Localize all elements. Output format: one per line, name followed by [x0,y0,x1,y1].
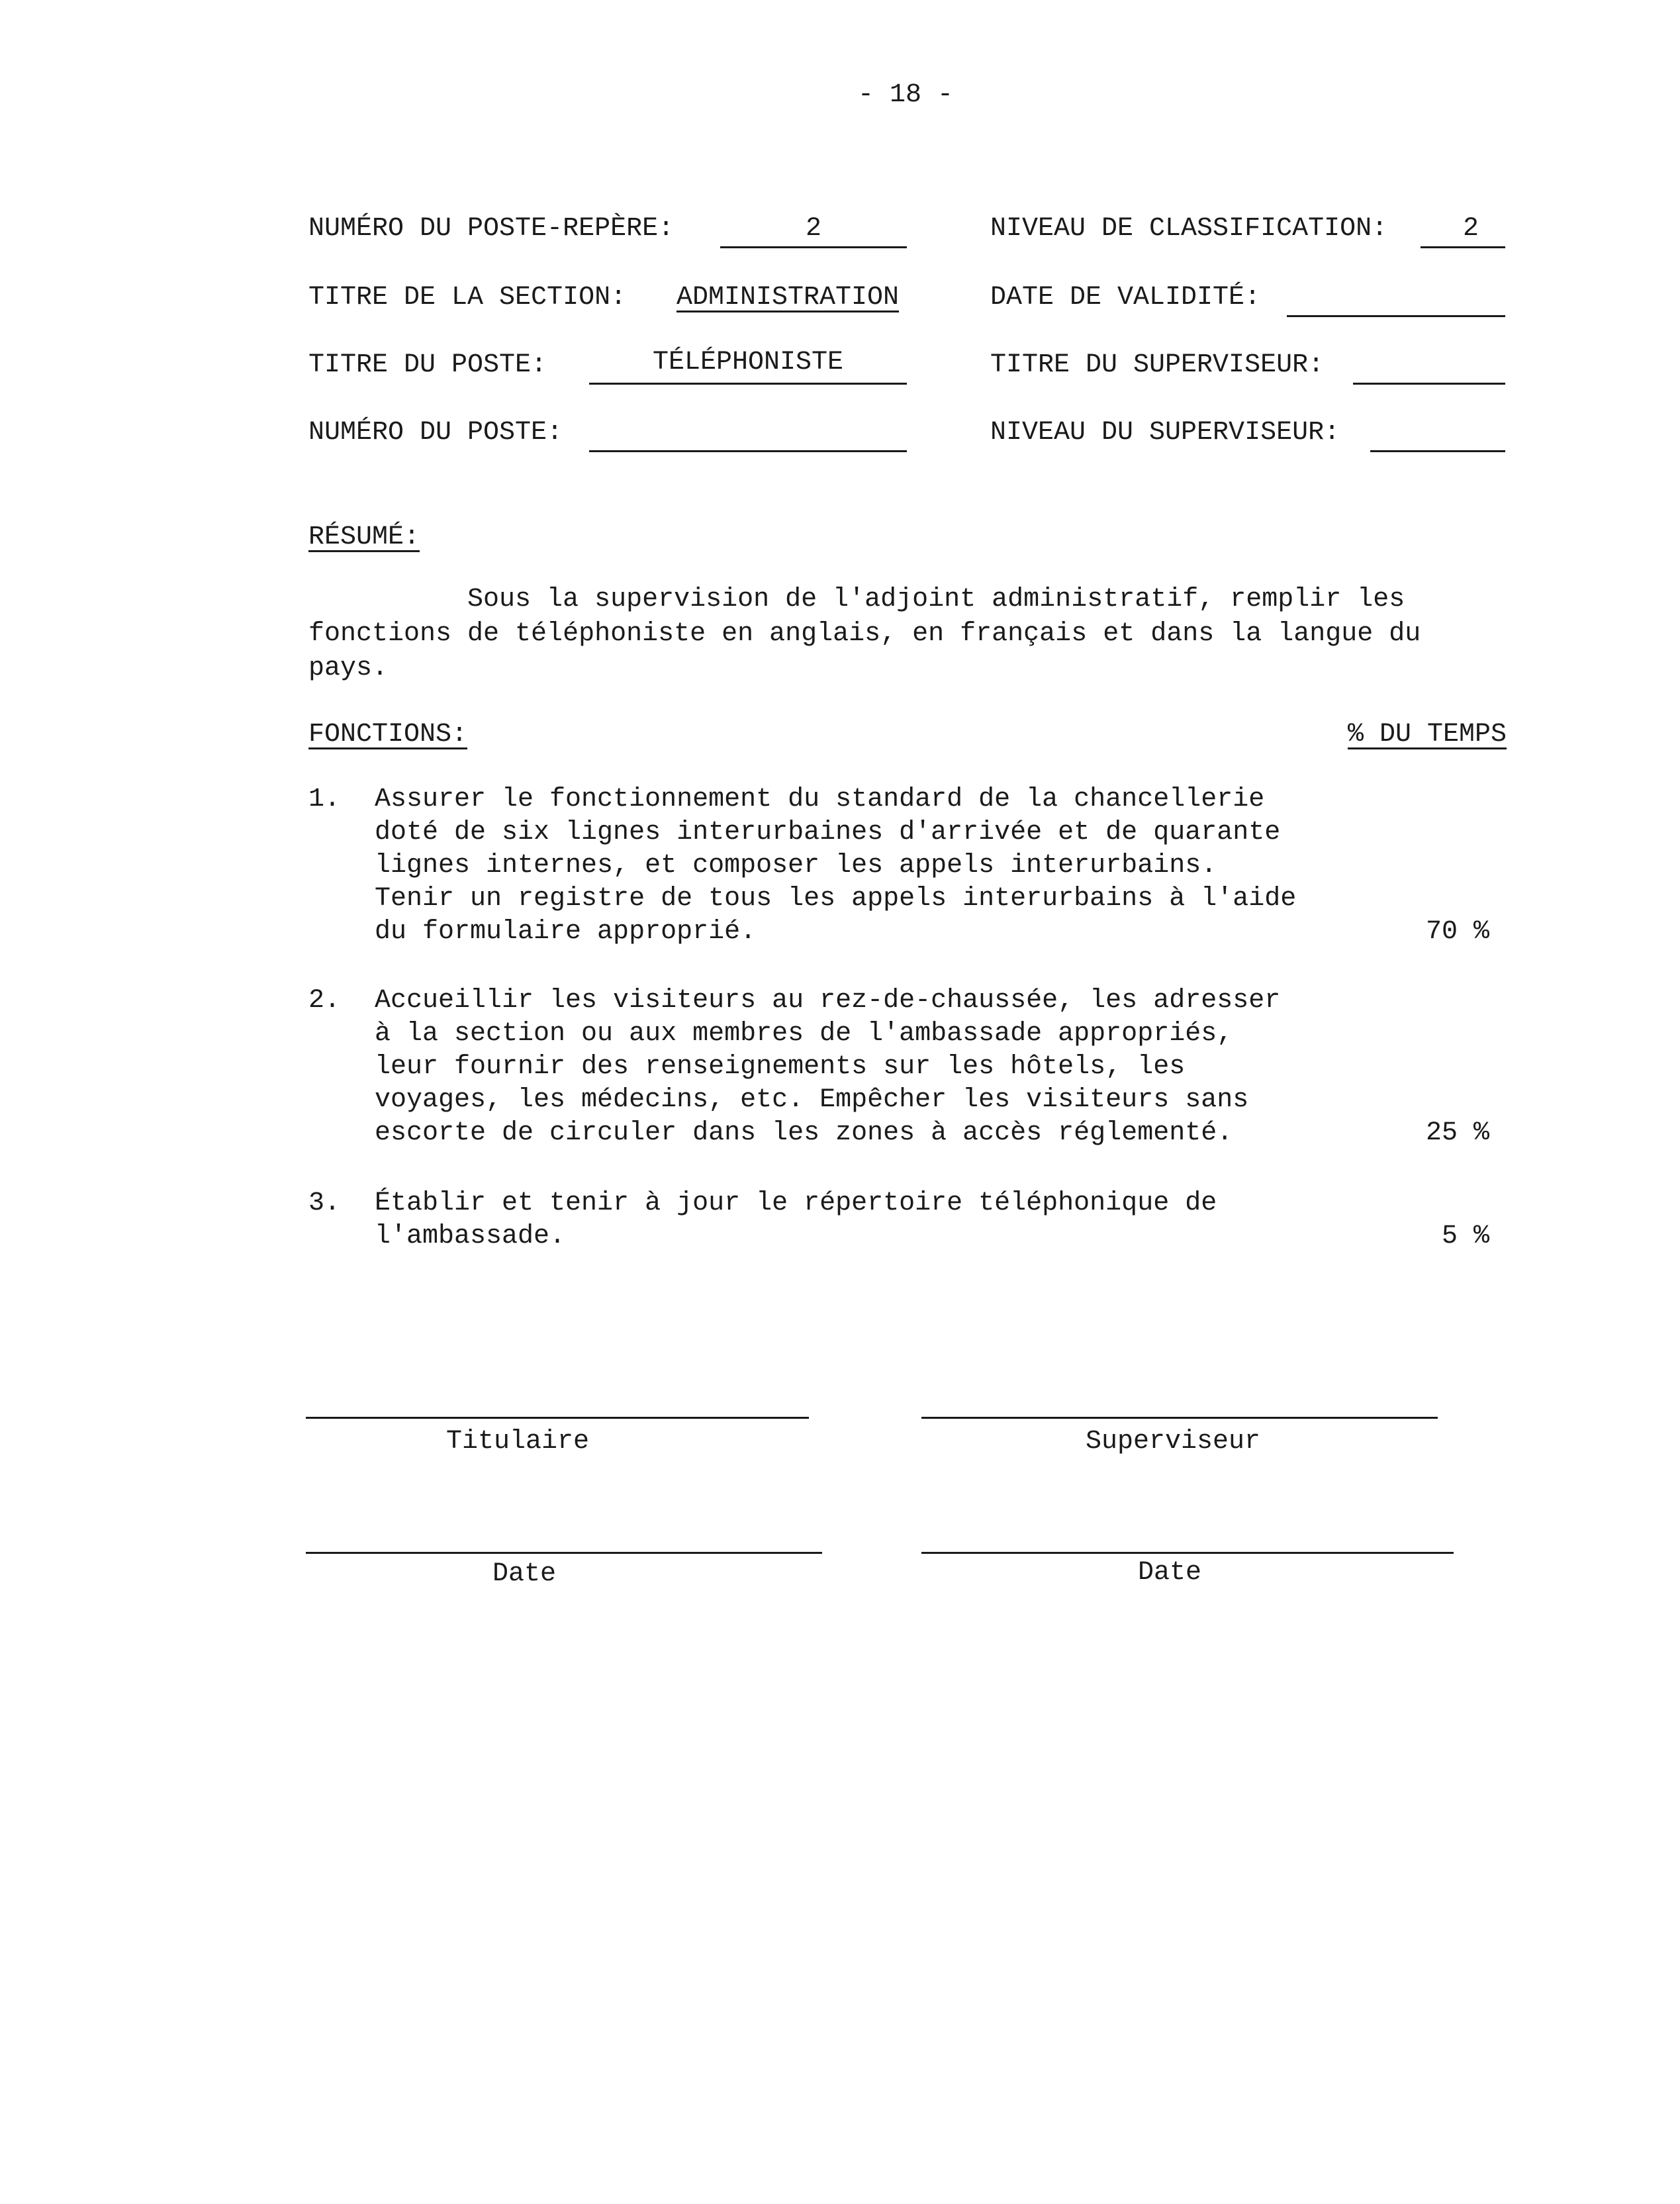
item-2-line-5: escorte de circuler dans les zones à accès réglementé. [375,1118,1233,1148]
resume-heading: RÉSUMÉ: [308,522,420,552]
item-1-number: 1. [308,785,341,814]
item-3-number: 3. [308,1188,341,1218]
item-1-line-4: Tenir un registre de tous les appels interurbains à l'aide [375,884,1297,914]
titre-section-value: ADMINISTRATION [676,283,900,312]
superviseur-label: Superviseur [1085,1427,1261,1457]
item-2-line-4: voyages, les médecins, etc. Empêcher les visiteurs sans [375,1085,1249,1115]
fonctions-heading: FONCTIONS: [308,720,468,749]
niveau-classification-line [1421,246,1505,248]
item-3-line-1: Établir et tenir à jour le répertoire téléphonique de [375,1188,1217,1218]
item-1-percent: 70 % [1425,917,1489,947]
niveau-superviseur-line [1370,450,1505,452]
superviseur-signature-line [921,1417,1438,1419]
date-left-label: Date [492,1559,556,1589]
titre-poste-label: TITRE DU POSTE: [308,350,547,380]
date-validite-label: DATE DE VALIDITÉ: [990,283,1261,312]
poste-repere-value: 2 [805,214,821,244]
item-2-line-3: leur fournir des renseignements sur les hôtels, les [375,1052,1186,1082]
item-1-line-2: doté de six lignes interurbaines d'arrivée et de quarante [375,818,1281,847]
time-heading: % DU TEMPS [1348,720,1507,749]
titulaire-label: Titulaire [445,1427,590,1457]
date-right-label: Date [1137,1558,1201,1588]
item-2-number: 2. [308,986,341,1016]
titulaire-signature-line [306,1417,809,1419]
item-1-line-3: lignes internes, et composer les appels interurbains. [375,851,1217,881]
niveau-classification-label: NIVEAU DE CLASSIFICATION: [990,214,1388,244]
numero-poste-label: NUMÉRO DU POSTE: [308,418,563,448]
poste-repere-label: NUMÉRO DU POSTE-REPÈRE: [308,214,675,244]
titre-poste-value: TÉLÉPHONISTE [652,348,844,377]
poste-repere-line [720,246,907,248]
page-number: - 18 - [858,80,954,110]
titre-superviseur-label: TITRE DU SUPERVISEUR: [990,350,1325,380]
resume-line-2: fonctions de téléphoniste en anglais, en français et dans la langue du [308,619,1421,649]
titre-section-label: TITRE DE LA SECTION: [308,283,627,312]
titre-superviseur-line [1353,383,1505,385]
item-3-percent: 5 % [1441,1222,1489,1251]
item-2-line-2: à la section ou aux membres de l'ambassade appropriés, [375,1019,1233,1049]
item-2-line-1: Accueillir les visiteurs au rez-de-chaussée, les adresser [375,986,1281,1016]
niveau-superviseur-label: NIVEAU DU SUPERVISEUR: [990,418,1340,448]
date-left-line [306,1552,822,1554]
niveau-classification-value: 2 [1462,214,1479,244]
resume-line-1: Sous la supervision de l'adjoint administratif, remplir les [308,585,1405,614]
item-3-line-2: l'ambassade. [375,1222,566,1251]
titre-poste-line [589,383,907,385]
item-2-percent: 25 % [1425,1118,1489,1148]
item-1-line-5: du formulaire approprié. [375,917,757,947]
date-validite-line [1287,315,1505,317]
date-right-line [921,1552,1454,1554]
numero-poste-line [589,450,907,452]
item-1-line-1: Assurer le fonctionnement du standard de la chancellerie [375,785,1265,814]
resume-line-3: pays. [308,653,389,683]
